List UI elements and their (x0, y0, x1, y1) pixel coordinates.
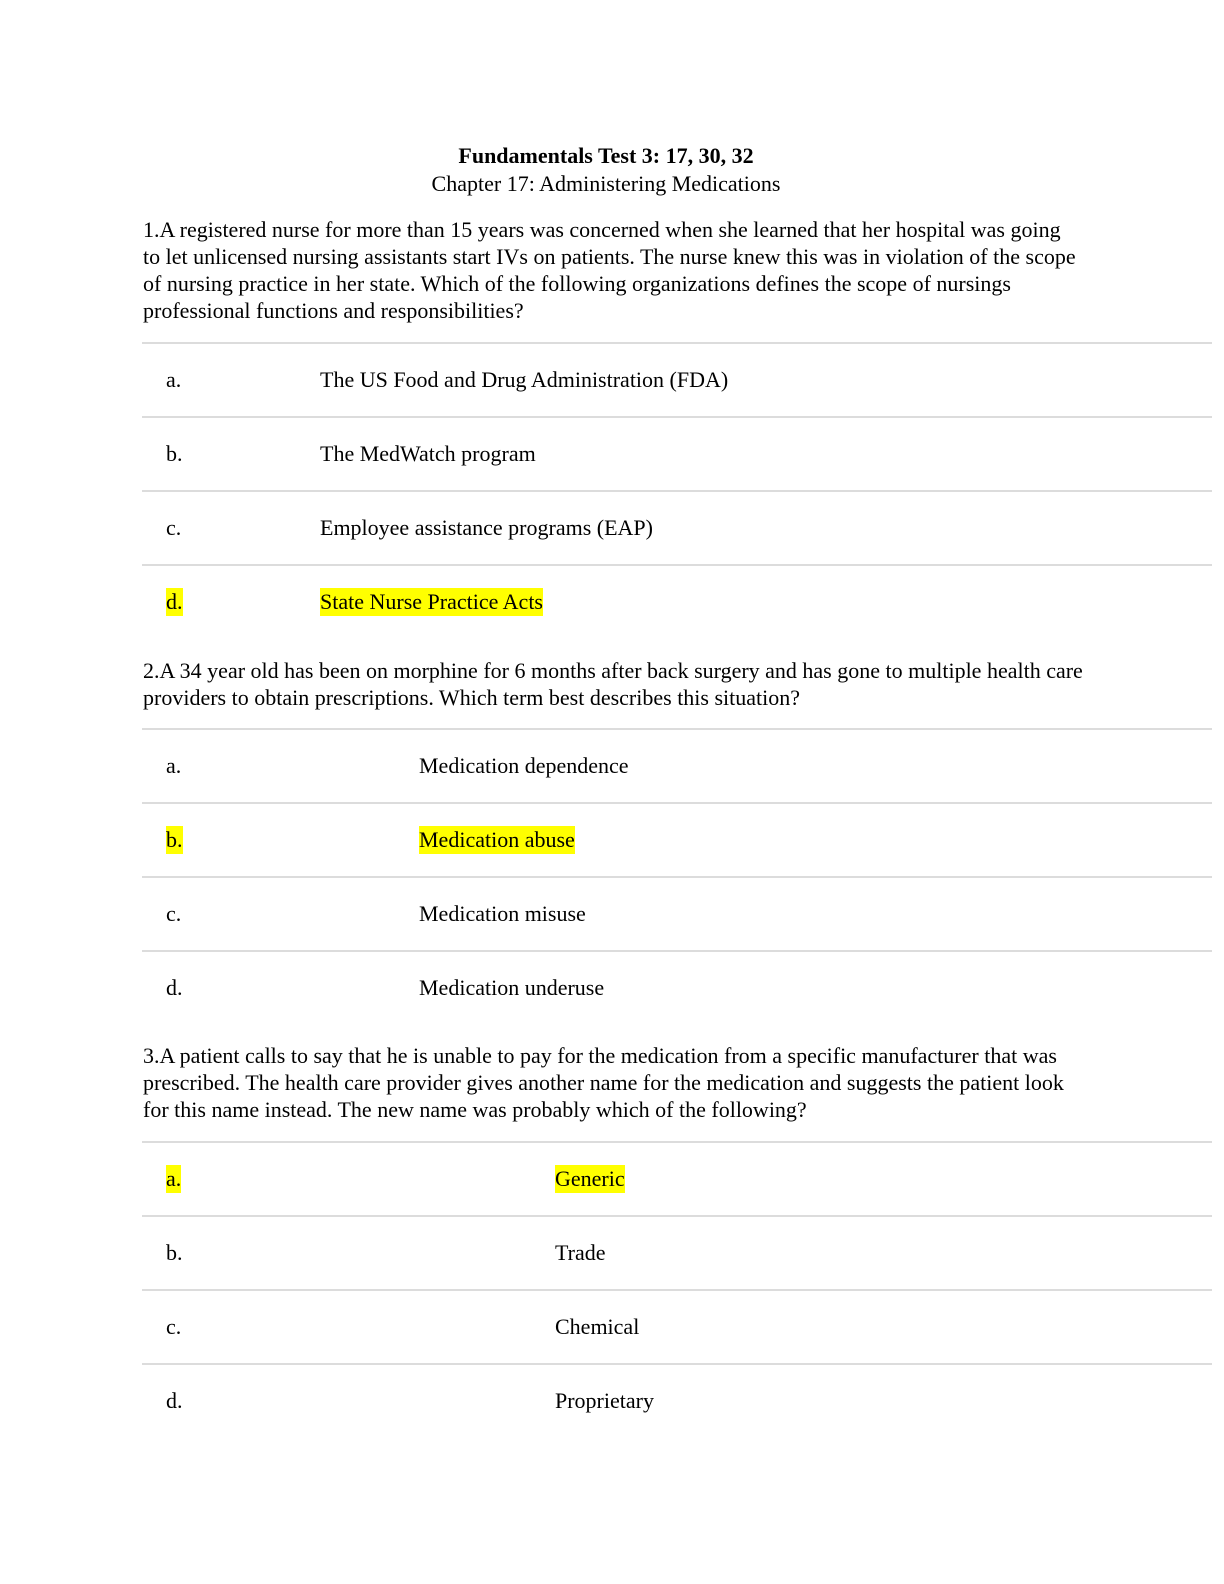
option-text: Chemical (555, 1314, 640, 1339)
option-letter: c. (166, 515, 182, 540)
question-3-option-c (142, 1291, 1212, 1365)
option-text: Medication dependence (419, 753, 629, 778)
option-letter: d. (166, 1388, 183, 1413)
question-2-option-d (142, 952, 1212, 1024)
option-text-highlighted: Medication abuse (419, 827, 575, 852)
question-1-options (142, 342, 1212, 638)
option-letter-highlighted: a. (166, 1166, 182, 1191)
option-letter: a. (166, 367, 182, 392)
question-2-text: 2.A 34 year old has been on morphine for 6 months after back surgery and has gone to multiple health care providers to obtain prescriptions. Which term best describes this situation? (143, 658, 1083, 710)
option-letter: a. (166, 753, 182, 778)
option-letter-highlighted: b. (166, 827, 183, 852)
option-text: Medication underuse (419, 975, 605, 1000)
option-text: Trade (555, 1240, 606, 1265)
question-3-option-b (142, 1217, 1212, 1291)
option-text: Proprietary (555, 1388, 654, 1413)
question-1-option-a (142, 344, 1212, 418)
option-text-highlighted: Generic (555, 1166, 625, 1191)
option-text: The MedWatch program (320, 441, 536, 466)
option-text: The US Food and Drug Administration (FDA) (320, 367, 729, 392)
question-1-option-b (142, 418, 1212, 492)
question-1-option-c (142, 492, 1212, 566)
option-text: Medication misuse (419, 901, 586, 926)
question-2-option-c (142, 878, 1212, 952)
chapter-subtitle: Chapter 17: Administering Medications (431, 171, 781, 196)
option-letter-highlighted: d. (166, 589, 183, 614)
option-text: Employee assistance programs (EAP) (320, 515, 653, 540)
option-letter: d. (166, 975, 183, 1000)
question-3-text: 3.A patient calls to say that he is unable to pay for the medication from a specific manufacturer that was prescribed. The health care provider gives another name for the medication and suggests the patient look for this name instead. The new name was probably which of the following? (143, 1043, 1064, 1122)
document-title: Fundamentals Test 3: 17, 30, 32 (458, 143, 754, 168)
question-3-option-d (142, 1365, 1212, 1437)
option-text-highlighted: State Nurse Practice Acts (320, 589, 543, 614)
question-1-text: 1.A registered nurse for more than 15 years was concerned when she learned that her hospital was going to let unlicensed nursing assistants start IVs on patients. The nurse knew this was in violation of the scope of nursing practice in her state. Which of the following organizations defines the scope of nursings professional functions and responsibilities? (143, 217, 1076, 323)
option-letter: c. (166, 901, 182, 926)
option-letter: c. (166, 1314, 182, 1339)
option-letter: b. (166, 441, 183, 466)
question-3-option-a (142, 1143, 1212, 1217)
question-2-option-b (142, 804, 1212, 878)
question-2-option-a (142, 730, 1212, 804)
option-letter: b. (166, 1240, 183, 1265)
question-3-options (142, 1141, 1212, 1437)
question-1-option-d (142, 566, 1212, 638)
question-2-options (142, 728, 1212, 1024)
